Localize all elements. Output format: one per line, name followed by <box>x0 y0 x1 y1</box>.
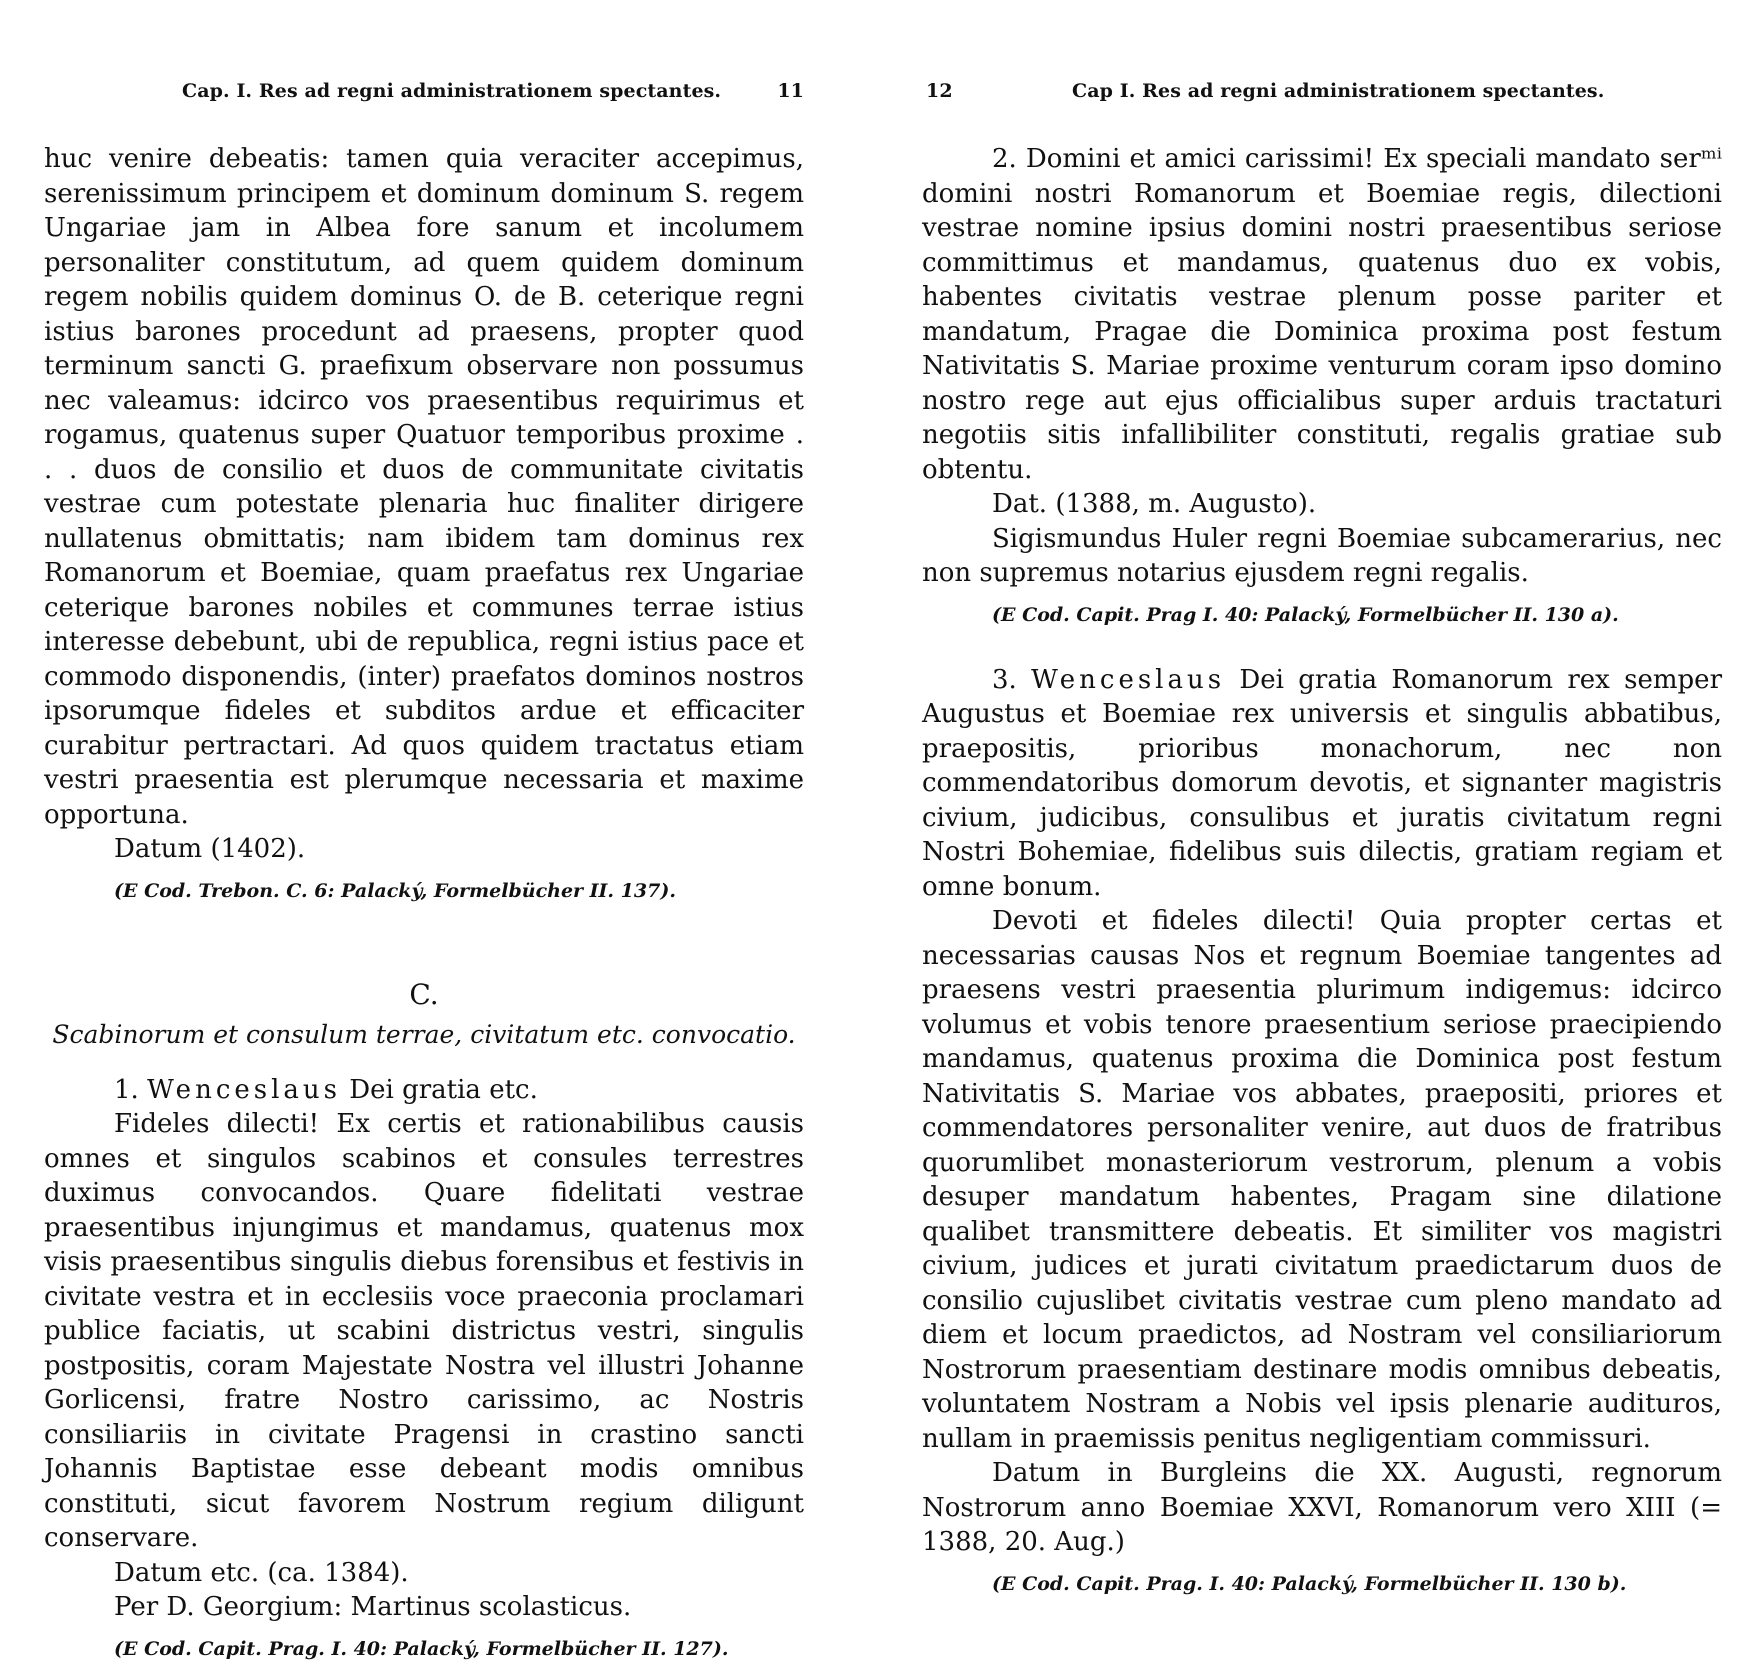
running-head: Cap I. Res ad regni administrationem spectantes. <box>1072 80 1605 102</box>
item-body: Fideles dilecti! Ex certis et rationabilibus causis omnes et singulos scabinos et consules terrestres duximus convocandos. Quare fidelitati vestrae praesentibus injungimus et mandamus, quatenus mox visis praesentibus singulis diebus forensibus et festivis in civitate vestra et in ecclesiis voce praeconia proclamari publice faciatis, ut scabini districtus vestri, singulis postpositis, coram Majestate Nostra vel illustri Johanne Gorlicensi, fratre Nostro carissimo, ac Nostris consiliariis in civitate Pragensi in crastino sancti Johannis Baptistae esse debeant modis omnibus constituti, sicut favorem Nostrum regium diligunt conservare. <box>44 1109 804 1553</box>
source-citation: (E Cod. Capit. Prag I. 40: Palacký, Formelbücher II. 130 a). <box>992 603 1619 626</box>
item-body: Devoti et fideles dilecti! Quia propter certas et necessarias causas Nos et regnum Boemiae tangentes ad praesens vestri praesentia plurimum indigemus: idcirco volumus et vobis tenore praesentium seriose praecipiendo mandamus, quatenus proxima die Dominica post festum Nativitatis S. Mariae vos abbates, praepositi, priores et commendatores personaliter venire, aut duos de fratribus quorumlibet monasteriorum vestrorum, plenum a vobis desuper mandatum habentes, Pragam sine dilatione qualibet transmittere debeatis. Et similiter vos magistri civium, judices et jurati civitatum praedictarum duos de consilio cujuslibet civitatis vestrae cum pleno mandato ad diem et locum praedictos, ad Nostram vel consiliariorum Nostrorum praesentiam destinare modis omnibus debeatis, voluntatem Nostram a Nobis vel ipsis plenarie audituros, nullam in praemissis penitus negligentiam commissuri. <box>922 906 1722 1454</box>
item-body: 2. Domini et amici carissimi! Ex speciali mandato serᵐⁱ domini nostri Romanorum et Boemiae regis, dilectioni vestrae nomine ipsius domini nostri praesentibus seriose committimus et mandamus, quatenus duo ex vobis, habentes civitatis vestrae plenum posse pariter et mandatum, Pragae die Dominica proxima post festum Nativitatis S. Mariae proxime venturum coram ipso domino nostro rege aut ejus officialibus super arduis tractaturi negotiis sitis infallibiliter constituti, regalis gratiae sub obtentu. <box>922 144 1722 485</box>
item-number: 3. <box>992 664 1017 695</box>
section-title: Scabinorum et consulum terrae, civitatum etc. convocatio. <box>52 1019 796 1049</box>
right-page-header <box>902 80 1722 110</box>
signature-line: Per D. Georgium: Martinus scolasticus. <box>114 1592 632 1622</box>
datum-line: Datum (1402). <box>114 834 306 864</box>
left-page <box>0 0 804 1660</box>
item-name: Wenceslaus <box>1031 664 1226 695</box>
item-heading <box>44 1073 804 1108</box>
left-page-header <box>0 80 804 110</box>
page-number: 12 <box>926 80 953 102</box>
left-page-body <box>44 142 804 1663</box>
right-page <box>902 0 1723 1595</box>
item-name: Wenceslaus <box>147 1074 342 1105</box>
item-heading <box>922 663 1722 905</box>
right-page-body <box>922 142 1722 1598</box>
page-number: 11 <box>777 80 804 102</box>
datum-line: Datum etc. (ca. 1384). <box>114 1557 409 1588</box>
source-citation: (E Cod. Trebon. C. 6: Palacký, Formelbücher II. 137). <box>114 879 676 902</box>
signature-line: Sigismundus Huler regni Boemiae subcamerarius, nec non supremus notarius ejusdem regni regalis. <box>922 523 1722 588</box>
running-head: Cap. I. Res ad regni administrationem spectantes. <box>182 80 722 102</box>
datum-line: Datum in Burgleins die XX. Augusti, regnorum Nostrorum anno Boemiae XXVI, Romanorum vero XIII (= 1388, 20. Aug.) <box>922 1458 1722 1557</box>
datum-line: Dat. (1388, m. Augusto). <box>992 489 1317 519</box>
item-intro: Dei gratia etc. <box>349 1074 538 1105</box>
continued-paragraph: huc venire debeatis: tamen quia veraciter accepimus, serenissimum principem et dominum dominum S. regem Ungariae jam in Albea fore sanum et incolumem personaliter constitutum, ad quem quidem dominum regem nobilis quidem dominus O. de B. ceterique regni istius barones procedunt ad praesens, propter quod terminum sancti G. praefixum observare non possumus nec valeamus: idcirco vos praesentibus requirimus et rogamus, quatenus super Quatuor temporibus proxime . . . duos de consilio et duos de communitate civitatis vestrae cum potestate plenaria huc finaliter dirigere nullatenus obmittatis; nam ibidem tam dominus rex Romanorum et Boemiae, quam praefatus rex Ungariae ceterique barones nobiles et communes terrae istius interesse debebunt, ubi de republica, regni istius pace et commodo disponendis, (inter) praefatos dominos nostros ipsorumque fideles et subditos ardue et efficaciter curabitur pertractari. Ad quos quidem tractatus etiam vestri praesentia est plerumque necessaria et maxime opportuna. <box>44 144 804 830</box>
item-intro: Dei gratia Romanorum rex semper Augustus et Boemiae rex universis et singulis abbatibus, praepositis, prioribus monachorum, nec non commendatoribus domorum devotis, et signanter magistris civium, judicibus, consulibus et juratis civitatum regni Nostri Bohemiae, fidelibus suis dilectis, gratiam regiam et omne bonum. <box>922 664 1723 902</box>
source-citation: (E Cod. Capit. Prag. I. 40: Palacký, Formelbücher II. 127). <box>114 1637 729 1660</box>
section-letter: C. <box>409 977 439 1011</box>
item-number: 1. <box>114 1074 139 1105</box>
source-citation: (E Cod. Capit. Prag. I. 40: Palacký, Formelbücher II. 130 b). <box>992 1572 1627 1595</box>
